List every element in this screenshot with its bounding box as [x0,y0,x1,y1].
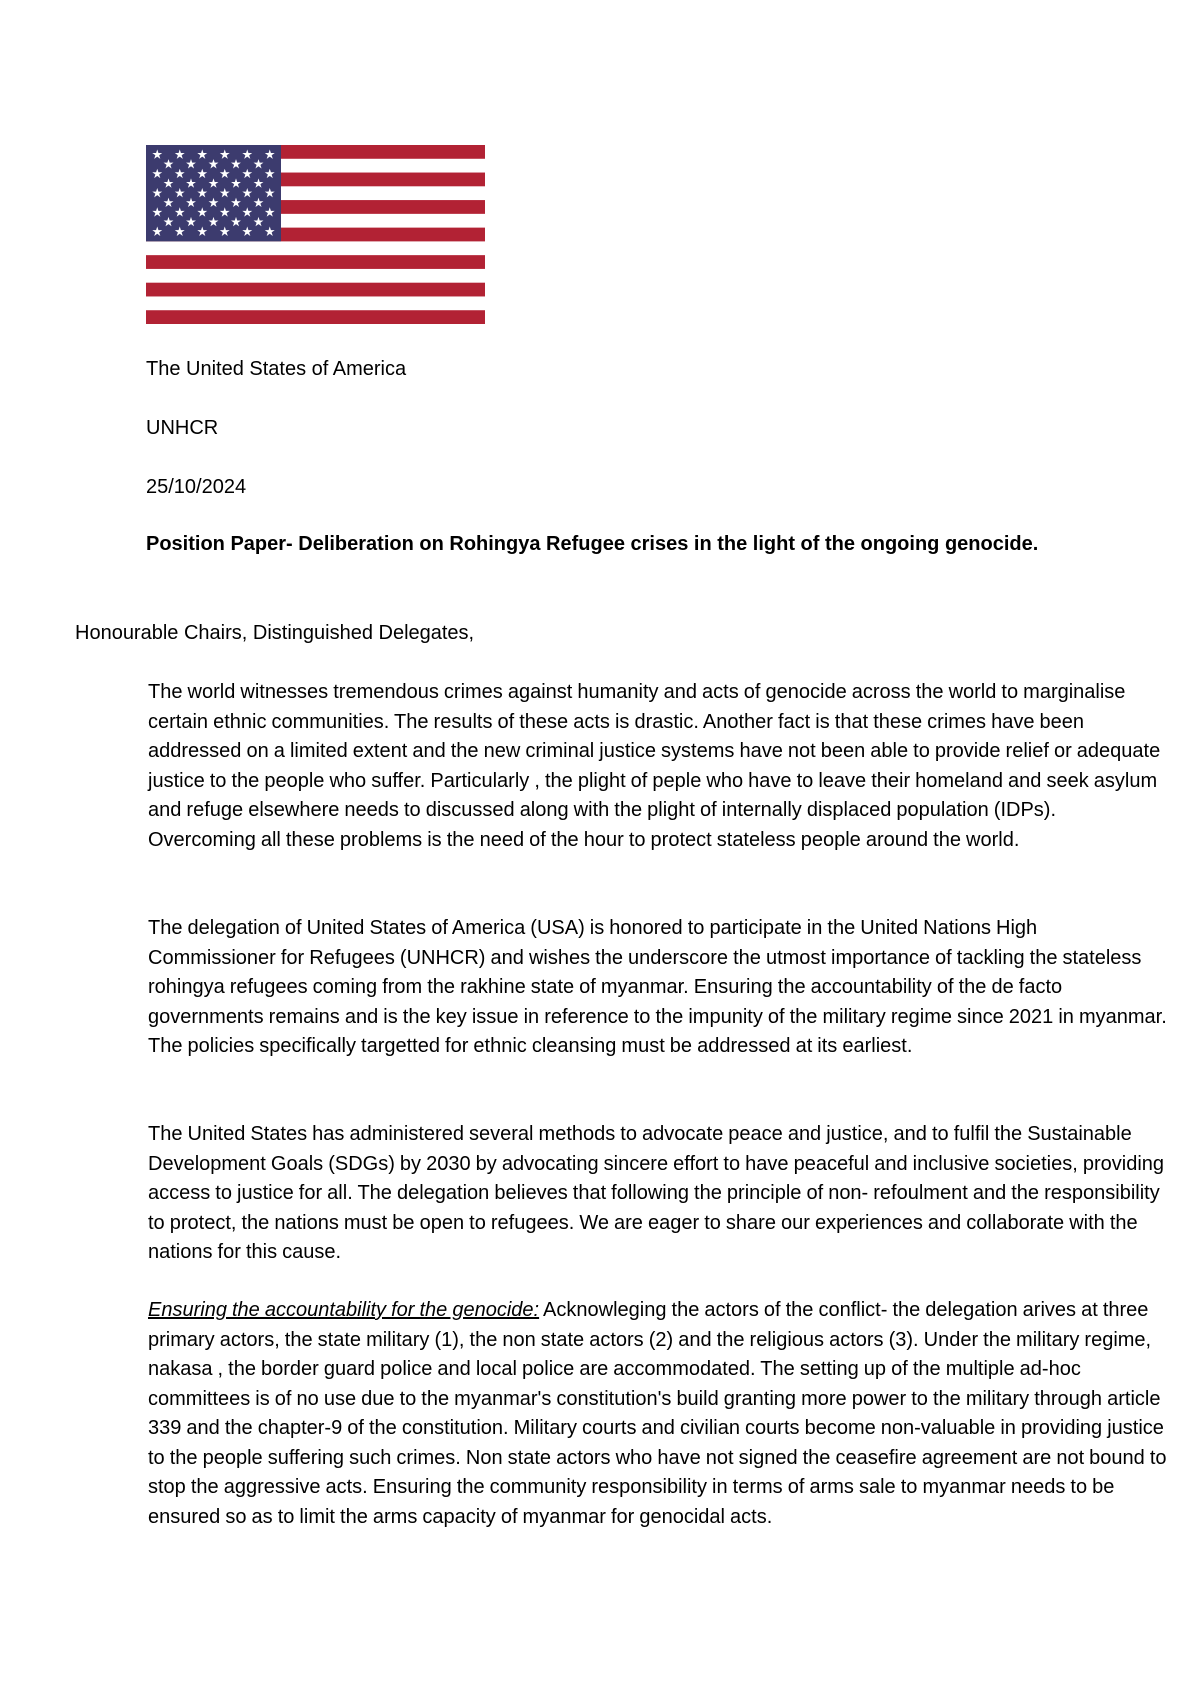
paragraph-delegation: The delegation of United States of America (USA) is honored to participate in the United Nations High Commissioner for Refugees (UNHCR) and wishes the underscore the utmost importance of tackling the stateless rohingya refugees coming from the rakhine state of myanmar. Ensuring the accountability of the de facto governments remains and is the key issue in reference to the impunity of the military regime since 2021 in myanmar. The policies specifically targetted for ethnic cleansing must be addressed at its earliest. [148,917,1167,1057]
paragraph-introduction: The world witnesses tremendous crimes against humanity and acts of genocide across the world to marginalise certain ethnic communities. The results of these acts is drastic. Another fact is that these crimes have been addressed on a limited extent and the new criminal justice systems have not been able to provide relief or adequate justice to the people who suffer. Particularly , the plight of peple who have to leave their homeland and seek asylum and refuge elsewhere needs to discussed along with the plight of internally displaced population (IDPs). Overcoming all these problems is the need of the hour to protect stateless people around the world. [148,681,1161,851]
flag-red-stripe [146,255,485,269]
document-date: 25/10/2024 [146,476,247,498]
flag-red-stripe [146,310,485,324]
paragraph-accountability [148,1296,1168,1532]
flag-red-stripe [146,283,485,297]
accountability-heading: Ensuring the accountability for the genocide: [148,1299,540,1321]
position-paper-title: Position Paper- Deliberation on Rohingya Refugee crises in the light of the ongoing genocide. [146,533,1039,555]
paragraph-sdgs: The United States has administered several methods to advocate peace and justice, and to fulfil the Sustainable Development Goals (SDGs) by 2030 by advocating sincere effort to have peaceful and inclusive societies, providing access to justice for all. The delegation believes that following the principle of non- refoulment and the responsibility to protect, the nations must be open to refugees. We are eager to share our experiences and collaborate with the nations for this cause. [148,1123,1165,1263]
us-flag-image [146,145,485,324]
committee-name: UNHCR [146,417,219,439]
salutation: Honourable Chairs, Distinguished Delegates, [75,622,475,644]
accountability-body: Acknowleging the actors of the conflict- the delegation arives at three primary actors, the state military (1), the non state actors (2) and the religious actors (3). Under the military regime, nakasa , the border guard police and local police are accommodated. The setting up of the multiple ad-hoc committees is of no use due to the myanmar's constitution's build granting more power to the military through article 339 and the chapter-9 of the constitution. Military courts and civilian courts become non-valuable in providing justice to the people suffering such crimes. Non state actors who have not signed the ceasefire agreement are not bound to stop the aggressive acts. Ensuring the community responsibility in terms of arms sale to myanmar needs to be ensured so as to limit the arms capacity of myanmar for genocidal acts. [148,1299,1167,1528]
country-name: The United States of America [146,358,407,380]
